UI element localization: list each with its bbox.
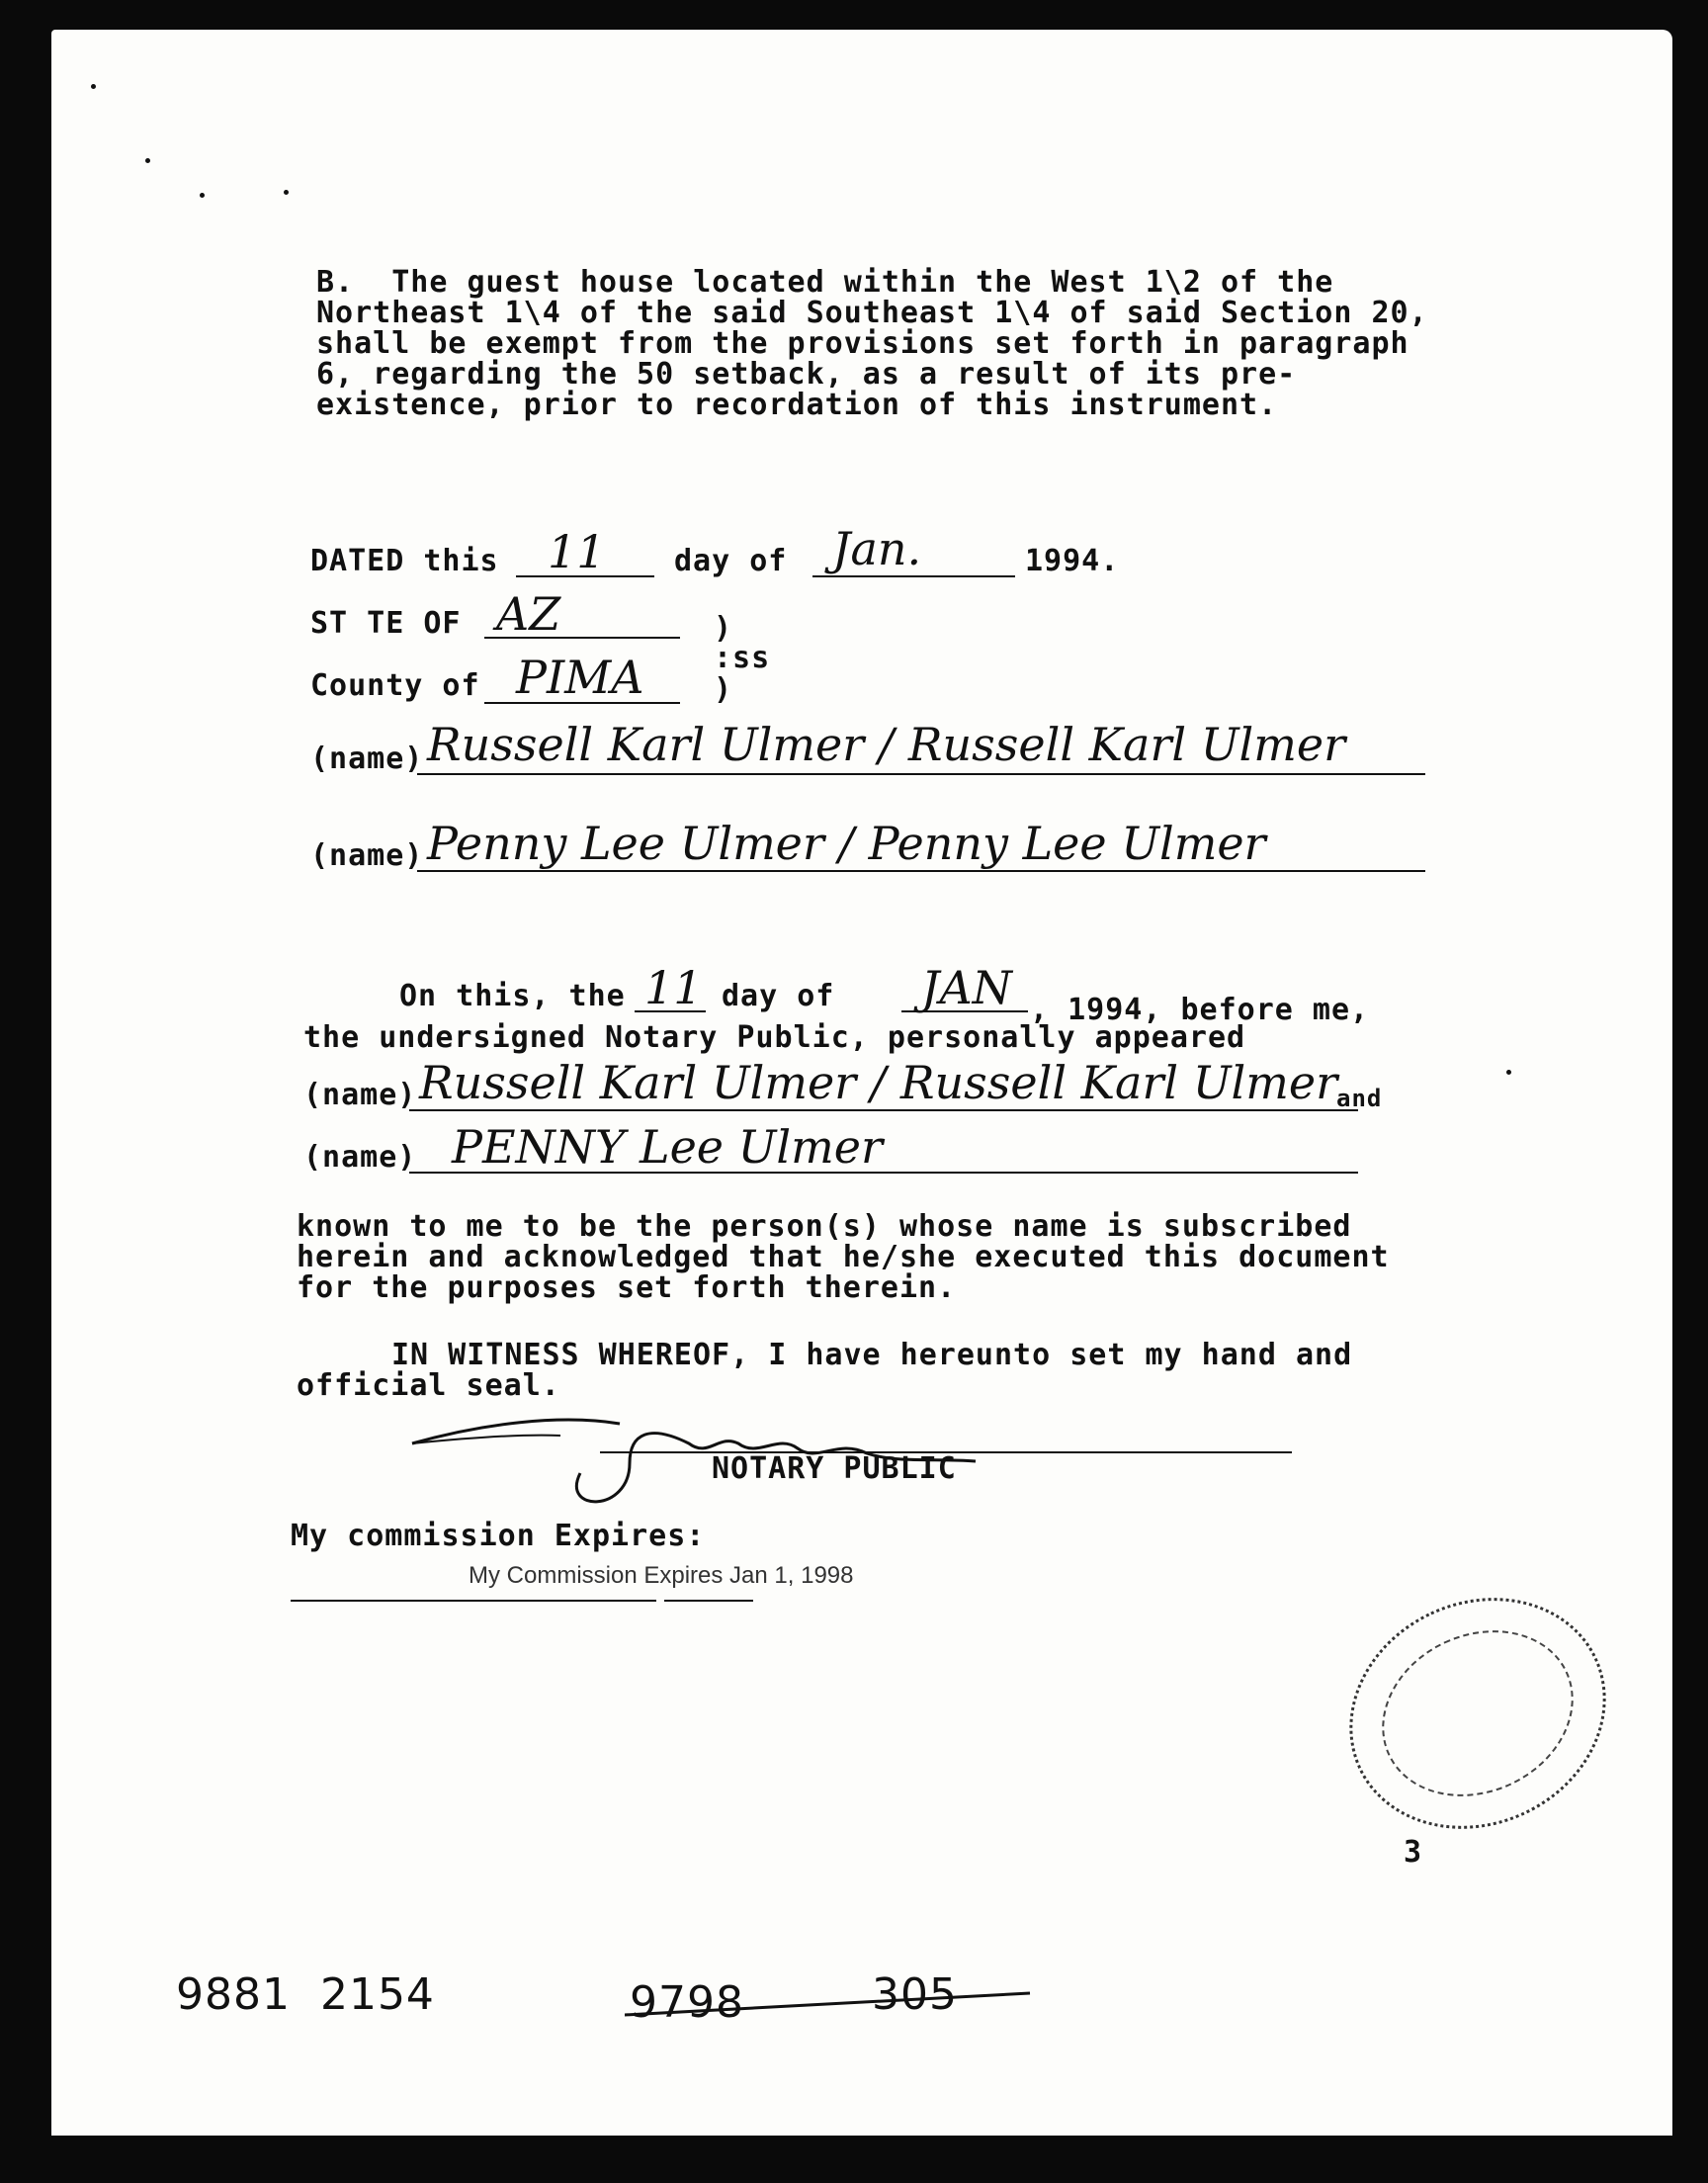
county-handwritten: PIMA (516, 651, 644, 704)
scan-speck (284, 190, 289, 195)
paragraph-b-line: Northeast 1\4 of the said Southeast 1\4 of said Section 20, (316, 296, 1428, 330)
state-paren: ) (714, 611, 733, 646)
paragraph-b-line: existence, prior to recordation of this instrument. (316, 388, 1278, 422)
page-number: 3 (1404, 1835, 1423, 1870)
name-label: (name) (303, 1140, 417, 1175)
ack-text: day of (722, 979, 835, 1013)
notary-public-label: NOTARY PUBLIC (712, 1451, 957, 1486)
paragraph-b-line: B. The guest house located within the West 1\2 of the (316, 265, 1334, 300)
commission-line (291, 1600, 656, 1602)
notary-seal-stamp (1312, 1556, 1645, 1870)
signer-1-line (417, 773, 1425, 775)
document-page (51, 30, 1672, 2136)
strike-through-line (625, 1977, 1040, 2028)
signer-2-signature: Penny Lee Ulmer / Penny Lee Ulmer (427, 817, 1266, 870)
ack-text: On this, the (399, 979, 626, 1013)
scan-speck (1506, 1070, 1511, 1075)
ack-name-1-line (409, 1109, 1358, 1111)
dated-year: 1994. (1025, 544, 1120, 578)
state-handwritten: AZ (496, 587, 561, 641)
notary-seal-inner-ring (1355, 1600, 1601, 1827)
name-label: (name) (310, 742, 424, 776)
ack-name-1-signature: Russell Karl Ulmer / Russell Karl Ulmer (419, 1056, 1338, 1109)
commission-stamp-text: My Commission Expires Jan 1, 1998 (469, 1562, 854, 1589)
ss-label: :ss (714, 641, 771, 675)
witness-line: official seal. (297, 1368, 560, 1403)
signer-1-signature: Russell Karl Ulmer / Russell Karl Ulmer (427, 718, 1346, 771)
record-number-struck: 9798 (630, 1977, 744, 2028)
ack-body-line: known to me to be the person(s) whose name is subscribed (297, 1209, 1352, 1244)
commission-line-2 (664, 1600, 753, 1602)
scan-speck (91, 84, 96, 89)
ack-body-line: for the purposes set forth therein. (297, 1270, 957, 1305)
dated-label: DATED this (310, 544, 499, 578)
county-label: County of (310, 668, 480, 703)
ack-text: the undersigned Notary Public, personally appeared (303, 1020, 1246, 1055)
state-label: ST TE OF (310, 606, 462, 641)
scan-speck (200, 193, 205, 198)
dated-month-line (812, 575, 1015, 577)
name-label: (name) (310, 838, 424, 873)
commission-label: My commission Expires: (291, 1519, 706, 1553)
record-number-right: 305 (872, 1969, 958, 2020)
paragraph-b-line: 6, regarding the 50 setback, as a result of its pre- (316, 357, 1297, 392)
ack-month-handwritten: JAN (921, 961, 1012, 1014)
paragraph-b-line: shall be exempt from the provisions set forth in paragraph (316, 326, 1409, 361)
ack-body-line: herein and acknowledged that he/she executed this document (297, 1240, 1390, 1274)
name-label: (name) (303, 1078, 417, 1112)
county-paren: ) (714, 672, 733, 707)
record-number: 9881 2154 (176, 1969, 435, 2020)
dated-day-of-label: day of (674, 544, 788, 578)
signer-2-line (417, 870, 1425, 872)
dated-month-handwritten: Jan. (832, 522, 922, 575)
ack-day-handwritten: 11 (644, 961, 703, 1014)
ack-text: , 1994, before me, (1030, 993, 1370, 1027)
ack-and: and (1336, 1085, 1383, 1112)
witness-line: IN WITNESS WHEREOF, I have hereunto set my hand and (391, 1338, 1353, 1372)
dated-day-handwritten: 11 (548, 525, 606, 578)
ack-name-2-signature: PENNY Lee Ulmer (452, 1120, 883, 1174)
scan-speck (145, 158, 150, 163)
